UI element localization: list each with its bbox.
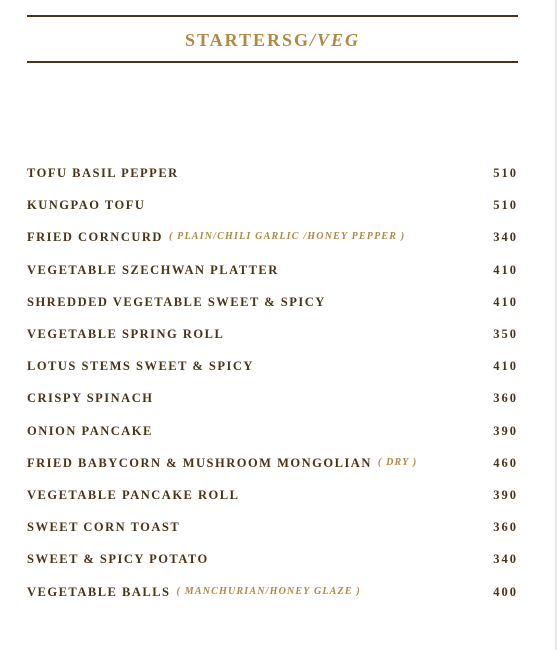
menu-item: [27, 318, 518, 350]
menu-item-label-group: [27, 260, 279, 280]
menu-item-name: KUNGPAO TOFU: [27, 198, 146, 213]
menu-item: [27, 382, 518, 414]
menu-item: [27, 286, 518, 318]
menu-item: [27, 350, 518, 382]
menu-item-label-group: [27, 356, 254, 376]
menu-item: [27, 189, 518, 221]
menu-item-name: TOFU BASIL PEPPER: [27, 166, 179, 181]
bottom-rule: [27, 61, 518, 63]
menu-item-label-group: [27, 421, 153, 441]
section-heading: [27, 29, 518, 51]
menu-item: [27, 479, 518, 511]
menu-list: [27, 157, 518, 608]
menu-item-price: 510: [493, 166, 518, 181]
menu-item-note: ( DRY ): [377, 456, 418, 468]
menu-item: [27, 511, 518, 543]
menu-item: [27, 254, 518, 286]
menu-item-label-group: [27, 292, 326, 312]
menu-item-price: 360: [493, 391, 518, 406]
menu-item-name: SHREDDED VEGETABLE SWEET & SPICY: [27, 294, 326, 309]
menu-item-label-group: [27, 195, 145, 215]
menu-item-label-group: [27, 517, 180, 537]
menu-item-name: SWEET CORN TOAST: [27, 520, 181, 535]
menu-item-name: CRISPY SPINACH: [27, 391, 154, 406]
menu-item-price: 510: [493, 198, 518, 213]
menu-item-price: 400: [493, 584, 518, 599]
menu-item: [27, 543, 518, 575]
menu-item-label-group: [27, 549, 209, 569]
section-title-main: STARTERSG: [184, 30, 311, 50]
menu-item: [27, 157, 518, 189]
menu-item-label-group: [27, 227, 405, 247]
menu-item-price: 410: [493, 262, 518, 277]
menu-item-price: 410: [493, 294, 518, 309]
menu-item-label-group: [27, 324, 224, 344]
menu-item-price: 340: [493, 230, 518, 245]
menu-item-price: 340: [493, 552, 518, 567]
menu-item-name: VEGETABLE PANCAKE ROLL: [27, 487, 240, 502]
menu-item-price: 390: [493, 487, 518, 502]
menu-item: [27, 221, 518, 253]
menu-item-name: VEGETABLE SZECHWAN PLATTER: [27, 262, 279, 277]
menu-item-price: 350: [493, 327, 518, 342]
menu-item-name: SWEET & SPICY POTATO: [27, 552, 209, 567]
menu-item: [27, 575, 518, 607]
menu-item-name: VEGETABLE BALLS: [27, 584, 171, 599]
menu-item-name: FRIED BABYCORN & MUSHROOM MONGOLIAN: [27, 455, 372, 470]
menu-item-label-group: [27, 388, 153, 408]
menu-item: [27, 447, 518, 479]
menu-item-price: 390: [493, 423, 518, 438]
menu-item-name: ONION PANCAKE: [27, 423, 153, 438]
menu-item-note: ( MANCHURIAN/HONEY GLAZE ): [176, 585, 361, 597]
menu-item-price: 360: [493, 520, 518, 535]
menu-item-name: LOTUS STEMS SWEET & SPICY: [27, 359, 254, 374]
menu-item-label-group: [27, 163, 179, 183]
menu-item-name: FRIED CORNCURD: [27, 230, 163, 245]
menu-item-label-group: [27, 485, 239, 505]
menu-item-label-group: [27, 453, 417, 473]
menu-item: [27, 415, 518, 447]
menu-item-price: 460: [493, 455, 518, 470]
menu-item-name: VEGETABLE SPRING ROLL: [27, 327, 225, 342]
section-title-suffix: /VEG: [310, 30, 361, 50]
menu-item-price: 410: [493, 359, 518, 374]
menu-item-label-group: [27, 582, 361, 602]
menu-item-note: ( PLAIN/CHILI GARLIC /HONEY PEPPER ): [168, 231, 406, 243]
top-rule: [27, 15, 518, 17]
